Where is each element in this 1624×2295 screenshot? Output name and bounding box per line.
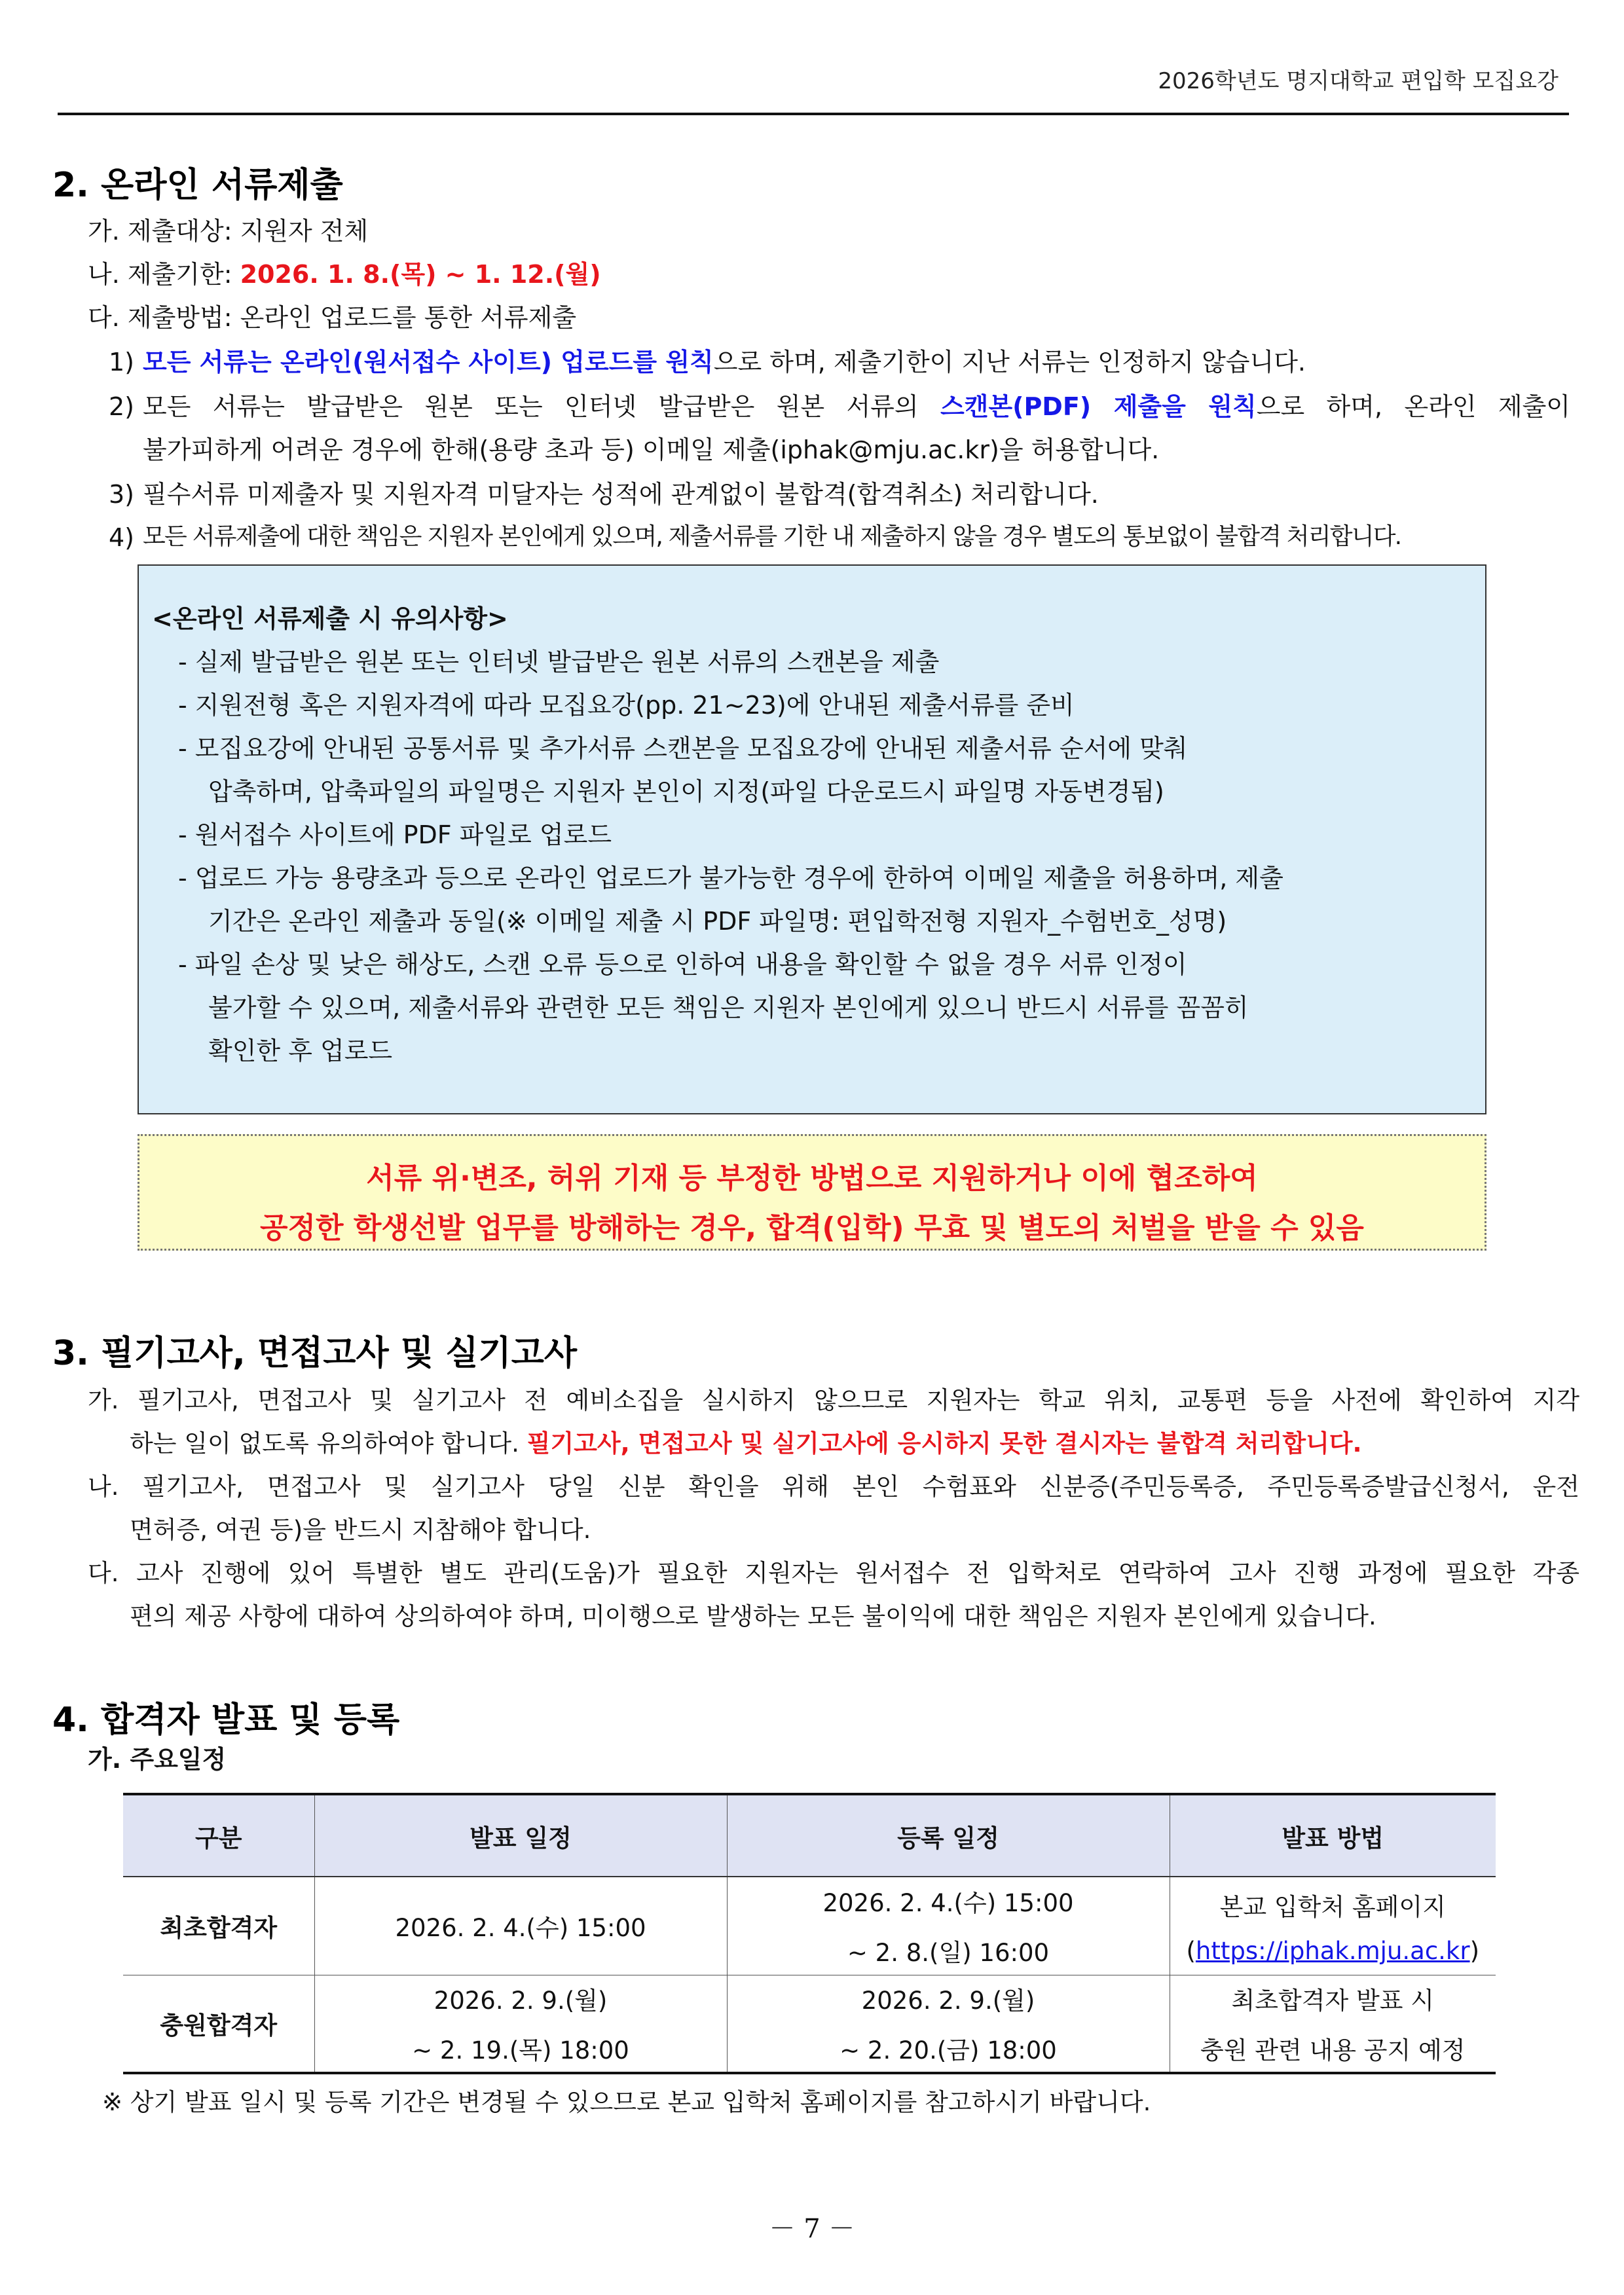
s3-na-line2: 면허증, 여권 등)을 반드시 지참해야 합니다. (130, 1516, 591, 1544)
section-4-title: 4. 합격자 발표 및 등록 (52, 1700, 400, 1740)
s2-item2-num: 2) (109, 392, 135, 421)
table-row (123, 1975, 1496, 2073)
s2-item3-num: 3) (109, 480, 135, 509)
s3-da-line1: 다. 고사 진행에 있어 특별한 별도 관리(도움)가 필요한 지원자는 원서접수 전 입학처로 연락하여 고사 진행 과정에 필요한 각종 (88, 1559, 1579, 1587)
notice-bullet-6c: 확인한 후 업로드 (208, 1037, 393, 1065)
schedule-table (123, 1793, 1496, 2074)
paren-open: ( (1186, 1936, 1196, 1965)
warning-line-2: 공정한 학생선발 업무를 방해하는 경우, 합격(입학) 무효 및 별도의 처벌을 받을 수 있음 (260, 1211, 1364, 1245)
s2-item1-num: 1) (109, 348, 135, 376)
s4-subheading: 가. 주요일정 (88, 1745, 227, 1774)
s2-item1-emph: 모든 서류는 온라인(원서접수 사이트) 업로드를 원칙 (143, 348, 714, 376)
s3-ga-line2-text: 하는 일이 없도록 유의하여야 합니다. (130, 1429, 527, 1458)
notice-bullet-6a: - 파일 손상 및 낮은 해상도, 스캔 오류 등으로 인하여 내용을 확인할 수 없을 경우 서류 인정이 (178, 950, 1187, 979)
row-method-line2: 충원 관련 내용 공지 예정 (1200, 2036, 1466, 2065)
row-method-line1: 최초합격자 발표 시 (1231, 1987, 1434, 2015)
row-register-line2: ~ 2. 20.(금) 18:00 (840, 2036, 1057, 2065)
table-header-row (123, 1794, 1496, 1877)
s3-na-line1: 나. 필기고사, 면접고사 및 실기고사 당일 신분 확인을 위해 본인 수험표와 신분증(주민등록증, 주민등록증발급신청서, 운전 (88, 1473, 1579, 1501)
s2-na (88, 262, 601, 287)
row-type: 충원합격자 (123, 1975, 314, 2073)
schedule-note: ※ 상기 발표 일시 및 등록 기간은 변경될 수 있으므로 본교 입학처 홈페이지를 참고하시기 바랍니다. (102, 2088, 1151, 2116)
s2-item4-num: 4) (109, 523, 135, 552)
row-register (727, 1975, 1170, 2073)
s3-da-line2: 편의 제공 사항에 대하여 상의하여야 하며, 미이행으로 발생하는 모든 불이익에 대한 책임은 지원자 본인에게 있습니다. (130, 1602, 1376, 1630)
row-method-line1: 본교 입학처 홈페이지 (1219, 1892, 1446, 1921)
notice-bullet-4: - 원서접수 사이트에 PDF 파일로 업로드 (178, 820, 612, 849)
running-header: 2026학년도 명지대학교 편입학 모집요강 (1158, 68, 1559, 94)
s3-ga-emph: 필기고사, 면접고사 및 실기고사에 응시하지 못한 결시자는 불합격 처리합니다. (526, 1429, 1362, 1458)
row-announce (314, 1975, 727, 2073)
s3-ga-line1: 가. 필기고사, 면접고사 및 실기고사 전 예비소집을 실시하지 않으므로 지원자는 학교 위치, 교통편 등을 사전에 확인하여 지각 (88, 1386, 1579, 1414)
notice-bullet-5a: - 업로드 가능 용량초과 등으로 온라인 업로드가 불가능한 경우에 한하여 이메일 제출을 허용하며, 제출 (178, 864, 1283, 892)
paren-close: ) (1469, 1936, 1480, 1965)
warning-line-1: 서류 위·변조, 허위 기재 등 부정한 방법으로 지원하거나 이에 협조하여 (366, 1162, 1258, 1195)
notice-bullet-2: - 지원전형 혹은 지원자격에 따라 모집요강(pp. 21~23)에 안내된 제출서류를 준비 (178, 691, 1075, 720)
row-register-line1: 2026. 2. 9.(월) (861, 1987, 1035, 2015)
col-header-type: 구분 (123, 1794, 314, 1877)
s2-item2-line2: 불가피하게 어려운 경우에 한해(용량 초과 등) 이메일 제출(iphak@mju.ac.kr)을 허용합니다. (143, 435, 1160, 464)
row-register-line2: ~ 2. 8.(일) 16:00 (847, 1939, 1050, 1968)
notice-bullet-1: - 실제 발급받은 원본 또는 인터넷 발급받은 원본 서류의 스캔본을 제출 (178, 648, 940, 676)
row-register-line1: 2026. 2. 4.(수) 15:00 (822, 1889, 1074, 1918)
s2-item1-rest: 으로 하며, 제출기한이 지난 서류는 인정하지 않습니다. (713, 348, 1306, 376)
s2-item1 (143, 350, 1306, 375)
warning-box (138, 1134, 1486, 1251)
s2-item2-post: 으로 하며, 온라인 제출이 (1256, 392, 1570, 421)
col-header-method: 발표 방법 (1170, 1794, 1496, 1877)
row-announce-line2: ~ 2. 19.(목) 18:00 (412, 2036, 629, 2065)
notice-title: <온라인 서류제출 시 유의사항> (152, 604, 508, 633)
notice-bullet-6b: 불가할 수 있으며, 제출서류와 관련한 모든 책임은 지원자 본인에게 있으니 반드시 서류를 꼼꼼히 (208, 993, 1249, 1022)
col-header-announce: 발표 일정 (314, 1794, 727, 1877)
notice-bullet-3a: - 모집요강에 안내된 공통서류 및 추가서류 스캔본을 모집요강에 안내된 제출서류 순서에 맞춰 (178, 734, 1188, 763)
section-2-title: 2. 온라인 서류제출 (52, 166, 343, 205)
s2-item2-emph: 스캔본(PDF) 제출을 원칙 (940, 392, 1257, 421)
s2-ga: 가. 제출대상: 지원자 전체 (88, 217, 369, 246)
row-register (727, 1877, 1170, 1975)
row-type: 최초합격자 (123, 1877, 314, 1975)
admissions-link[interactable]: https://iphak.mju.ac.kr (1195, 1936, 1470, 1965)
s2-da: 다. 제출방법: 온라인 업로드를 통한 서류제출 (88, 303, 577, 332)
row-announce (314, 1877, 727, 1975)
page-number: － 7 － (769, 2214, 855, 2244)
s2-item4: 모든 서류제출에 대한 책임은 지원자 본인에게 있으며, 제출서류를 기한 내 제출하지 않을 경우 별도의 통보없이 불합격 처리합니다. (143, 523, 1401, 550)
s2-item3: 필수서류 미제출자 및 지원자격 미달자는 성적에 관계없이 불합격(합격취소) 처리합니다. (143, 480, 1099, 509)
table-row (123, 1877, 1496, 1975)
col-header-register: 등록 일정 (727, 1794, 1170, 1877)
row-method (1170, 1877, 1496, 1975)
row-announce-line1: 2026. 2. 9.(월) (434, 1987, 608, 2015)
s3-ga-line2 (130, 1431, 1362, 1456)
s2-deadline: 2026. 1. 8.(목) ~ 1. 12.(월) (240, 260, 601, 289)
s2-item2-line1 (143, 394, 1570, 419)
section-3-title: 3. 필기고사, 면접고사 및 실기고사 (52, 1334, 578, 1373)
row-method (1170, 1975, 1496, 2073)
notice-bullet-3b: 압축하며, 압축파일의 파일명은 지원자 본인이 지정(파일 다운로드시 파일명 자동변경됨) (208, 777, 1164, 806)
header-rule (58, 113, 1569, 115)
s2-na-label: 나. 제출기한: (88, 260, 240, 289)
row-announce-line: 2026. 2. 4.(수) 15:00 (395, 1914, 646, 1943)
s2-item2-pre: 모든 서류는 발급받은 원본 또는 인터넷 발급받은 원본 서류의 (143, 392, 940, 421)
row-method-line2 (1170, 1937, 1496, 1965)
notice-bullet-5b: 기간은 온라인 제출과 동일(※ 이메일 제출 시 PDF 파일명: 편입학전형 지원자_수험번호_성명) (208, 907, 1227, 936)
